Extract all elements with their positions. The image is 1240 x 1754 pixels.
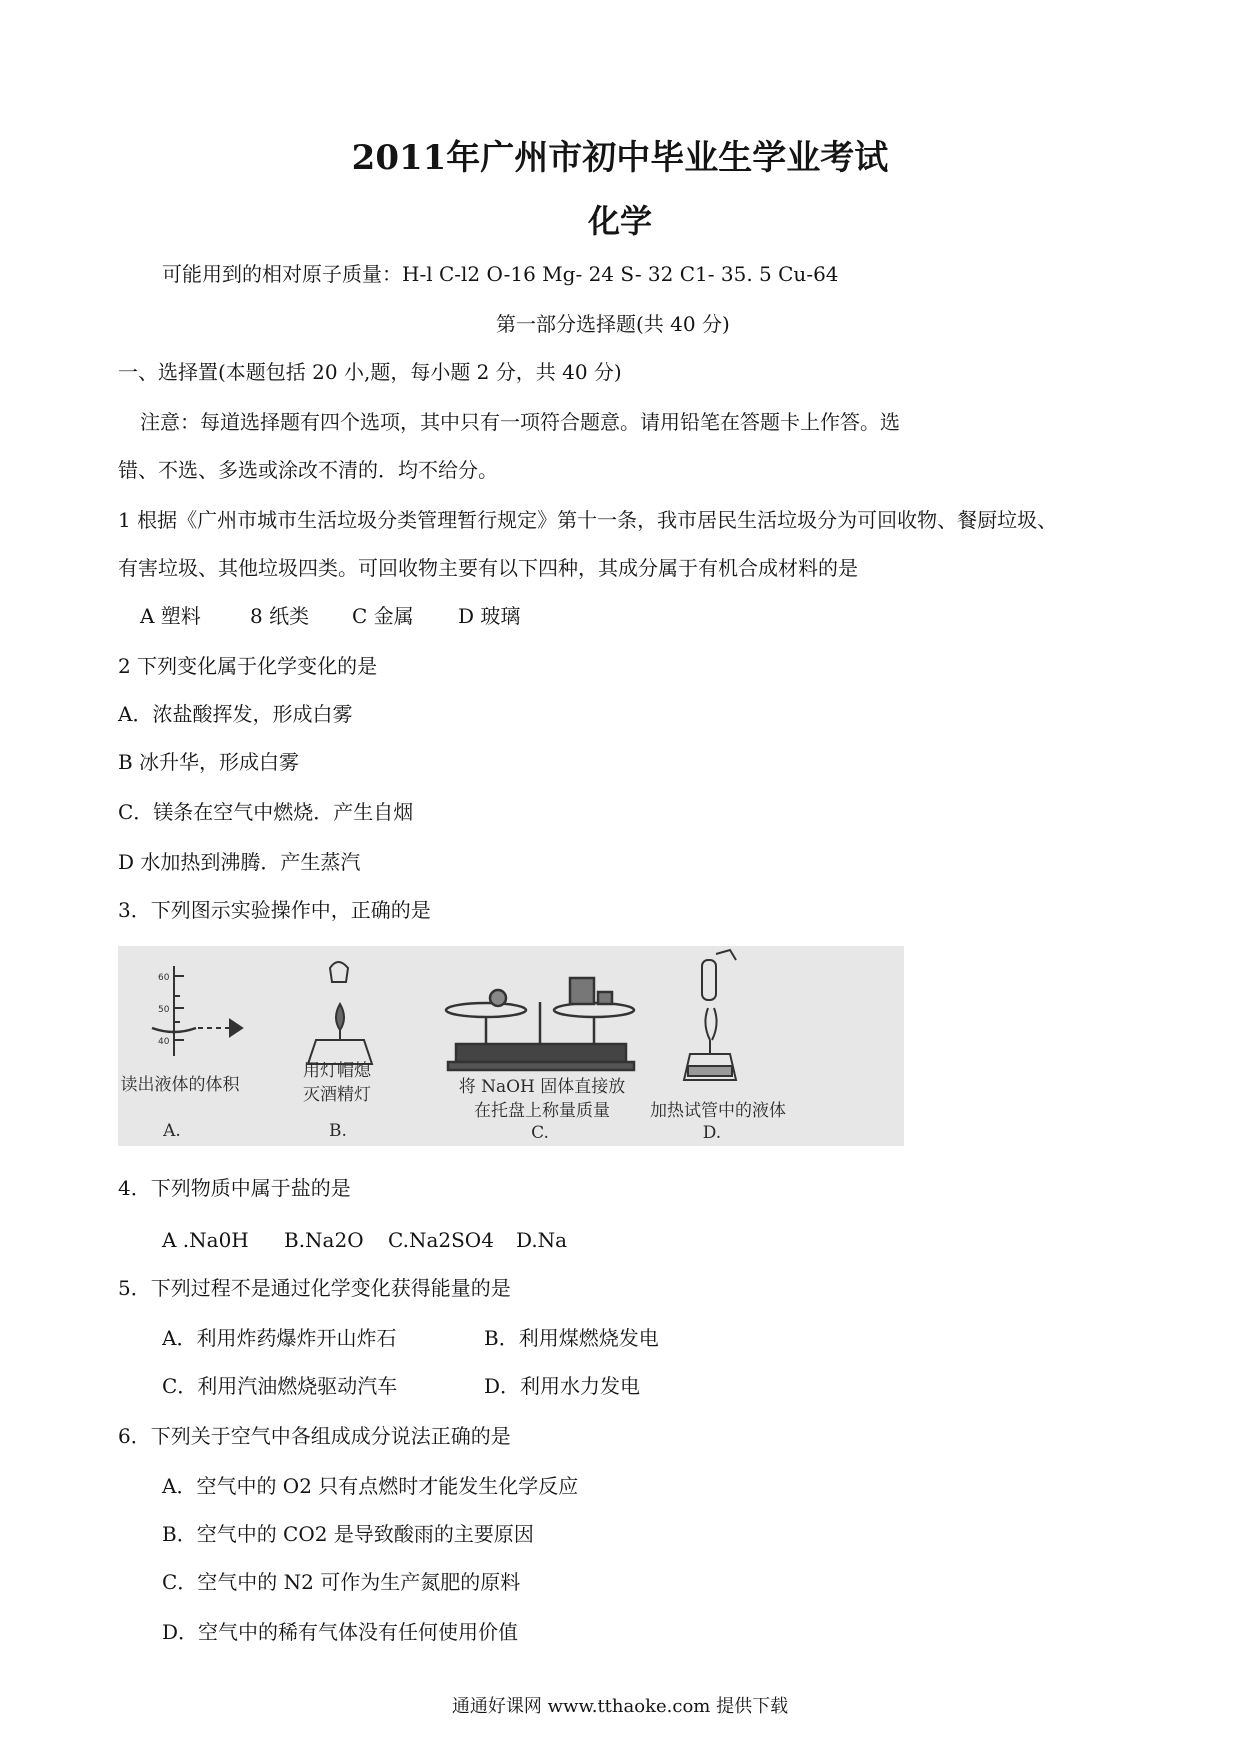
q6-stem: 6．下列关于空气中各组成成分说法正确的是 (118, 1424, 511, 1448)
caption-c-line1: 将 NaOH 固体直接放 (458, 1077, 626, 1097)
q5-stem: 5．下列过程不是通过化学变化获得能量的是 (118, 1276, 511, 1300)
figure-label-a: A. (163, 1121, 181, 1141)
alcohol-lamp-illustration (308, 962, 372, 1064)
q4-stem: 4．下列物质中属于盐的是 (118, 1176, 351, 1200)
caption-b-line1: 用灯帽熄 (303, 1061, 371, 1081)
q1-option-a: A 塑料 (140, 604, 201, 628)
q4-option-c: C.Na2SO4 (388, 1228, 494, 1252)
q5-option-d: D．利用水力发电 (484, 1374, 641, 1398)
q4-option-d: D.Na (516, 1228, 568, 1252)
section-heading: 一、选择置(本题包括 20 小,题，每小题 2 分，共 40 分) (118, 360, 622, 384)
q2-option-d: D 水加热到沸腾．产生蒸汽 (118, 850, 361, 874)
note-line-1: 注意：每道选择题有四个选项，其中只有一项符合题意。请用铅笔在答题卡上作答。选 (140, 410, 900, 434)
q5-option-c: C．利用汽油燃烧驱动汽车 (162, 1374, 398, 1398)
caption-d: 加热试管中的液体 (650, 1101, 786, 1121)
scale-tick-50: 50 (158, 1005, 170, 1015)
exam-title: 2011年广州市初中毕业生学业考试 (351, 138, 889, 178)
caption-b-line2: 灭酒精灯 (303, 1085, 371, 1105)
subject-title: 化学 (587, 202, 652, 240)
q1-option-b: 8 纸类 (250, 604, 310, 628)
q3-lab-operations-figure (118, 946, 904, 1146)
atomic-masses-line: 可能用到的相对原子质量：H-l C-l2 O-16 Mg- 24 S- 32 C1- 35. 5 Cu-64 (162, 262, 839, 286)
q4-option-b: B.Na2O (284, 1228, 364, 1252)
q1-stem-line-1: 1 根据《广州市城市生活垃圾分类管理暂行规定》第十一条，我市居民生活垃圾分为可回收物、餐厨垃圾、 (118, 508, 1058, 532)
figure-label-c: C. (531, 1123, 549, 1143)
page-footer: 通通好课网 www.tthaoke.com 提供下载 (451, 1696, 789, 1717)
q2-stem: 2 下列变化属于化学变化的是 (118, 654, 378, 678)
q6-option-b: B．空气中的 CO2 是导致酸雨的主要原因 (162, 1522, 534, 1546)
caption-c-line2: 在托盘上称量质量 (474, 1101, 610, 1121)
q1-option-d: D 玻璃 (458, 604, 521, 628)
caption-a: 读出液体的体积 (120, 1075, 240, 1095)
q2-option-b: B 冰升华，形成白雾 (118, 750, 300, 774)
balance-scale-illustration (446, 978, 634, 1070)
scale-tick-60: 60 (158, 973, 170, 983)
q4-option-a: A .Na0H (162, 1228, 249, 1252)
q2-option-a: A．浓盐酸挥发，形成白雾 (118, 702, 353, 726)
q6-option-a: A．空气中的 O2 只有点燃时才能发生化学反应 (162, 1474, 579, 1498)
figure-label-d: D. (702, 1123, 722, 1143)
q3-stem: 3．下列图示实验操作中，正确的是 (118, 898, 431, 922)
scale-tick-40: 40 (158, 1037, 170, 1047)
q2-option-c: C．镁条在空气中燃烧．产生自烟 (118, 800, 414, 824)
note-line-2: 错、不选、多选或涂改不清的．均不给分。 (118, 458, 498, 482)
q6-option-d: D．空气中的稀有气体没有任何使用价值 (162, 1620, 519, 1644)
q1-stem-line-2: 有害垃圾、其他垃圾四类。可回收物主要有以下四种，其成分属于有机合成材料的是 (118, 556, 858, 580)
q5-option-a: A．利用炸药爆炸开山炸石 (162, 1326, 397, 1350)
q5-option-b: B．利用煤燃烧发电 (484, 1326, 659, 1350)
figure-label-b: B. (329, 1121, 347, 1141)
q6-option-c: C．空气中的 N2 可作为生产氮肥的原料 (162, 1570, 521, 1594)
test-tube-heating-illustration (684, 950, 736, 1080)
q1-option-c: C 金属 (352, 604, 414, 628)
part-one-heading: 第一部分选择题(共 40 分) (496, 312, 730, 336)
